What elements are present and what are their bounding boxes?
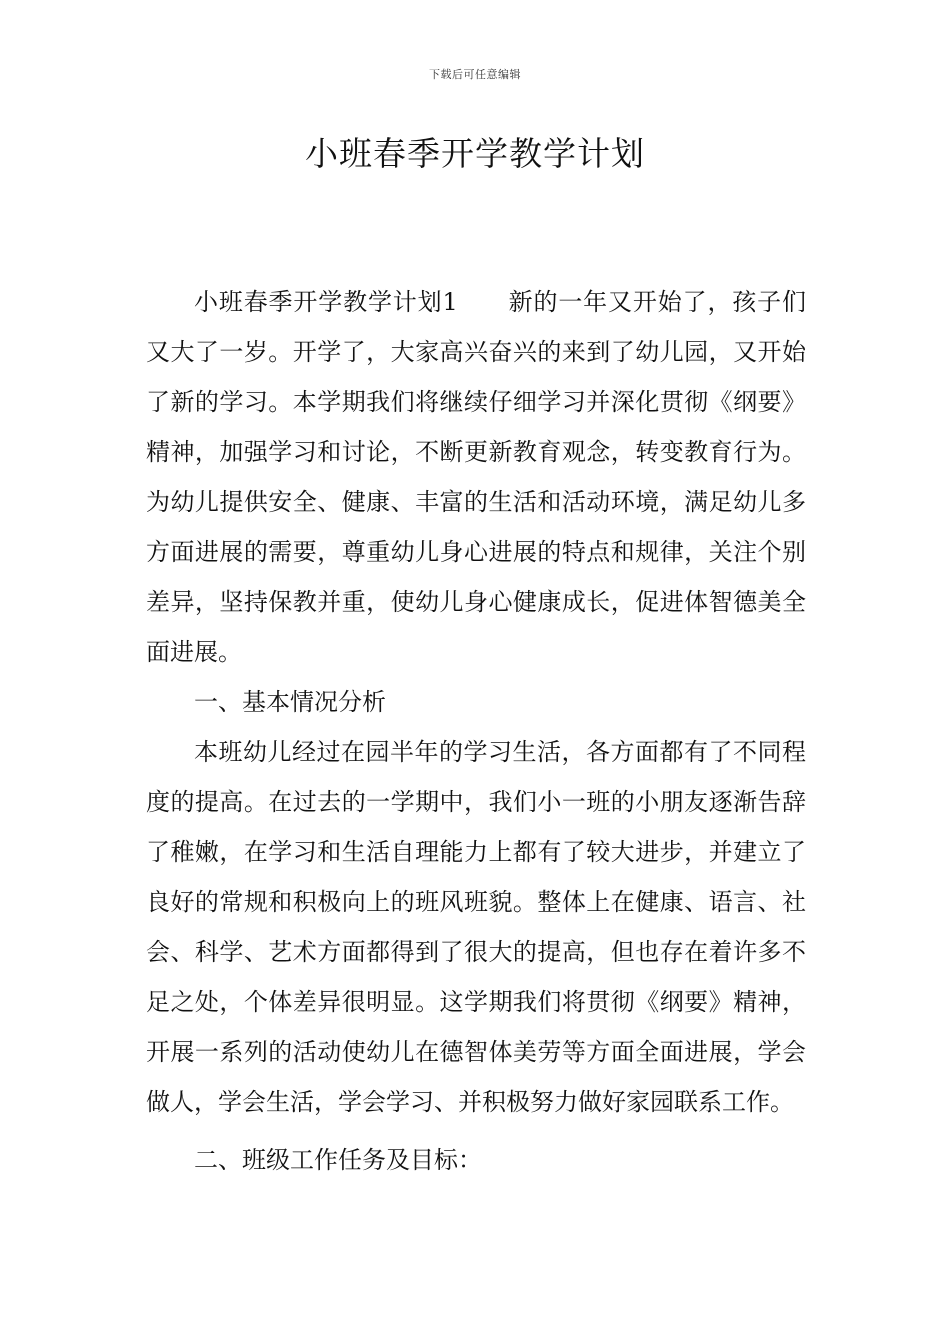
section-heading-basic-situation: 一、基本情况分析 bbox=[194, 688, 386, 716]
section-basic-situation-paragraph: 本班幼儿经过在园半年的学习生活，各方面都有了不同程度的提高。在过去的一学期中，我们小一班的小朋友逐渐告辞了稚嫩，在学习和生活自理能力上都有了较大进步，并建立了良好的常规和积极向上的班风班貌。整体上在健康、语言、社会、科学、艺术方面都得到了很大的提高，但也存在着许多不足之处，个体差异很明显。这学期我们将贯彻《纲要》精神，开展一系列的活动使幼儿在德智体美劳等方面全面进展，学会做人，学会生活，学会学习、并积极努力做好家园联系工作。 bbox=[146, 738, 806, 1116]
document-title: 小班春季开学教学计划 bbox=[305, 134, 645, 173]
intro-label: 小班春季开学教学计划1 bbox=[194, 288, 458, 316]
header-note: 下载后可任意编辑 bbox=[429, 68, 521, 81]
intro-text: 新的一年又开始了，孩子们又大了一岁。开学了，大家高兴奋兴的来到了幼儿园，又开始了新的学习。本学期我们将继续仔细学习并深化贯彻《纲要》精神，加强学习和讨论，不断更新教育观念，转变教育行为。为幼儿提供安全、健康、丰富的生活和活动环境，满足幼儿多方面进展的需要，尊重幼儿身心进展的特点和规律，关注个别差异，坚持保教并重，使幼儿身心健康成长，促进体智德美全面进展。 bbox=[146, 288, 806, 666]
document-body bbox=[146, 277, 806, 1185]
intro-paragraph bbox=[146, 277, 806, 677]
section-heading-class-tasks: 二、班级工作任务及目标： bbox=[194, 1146, 482, 1174]
